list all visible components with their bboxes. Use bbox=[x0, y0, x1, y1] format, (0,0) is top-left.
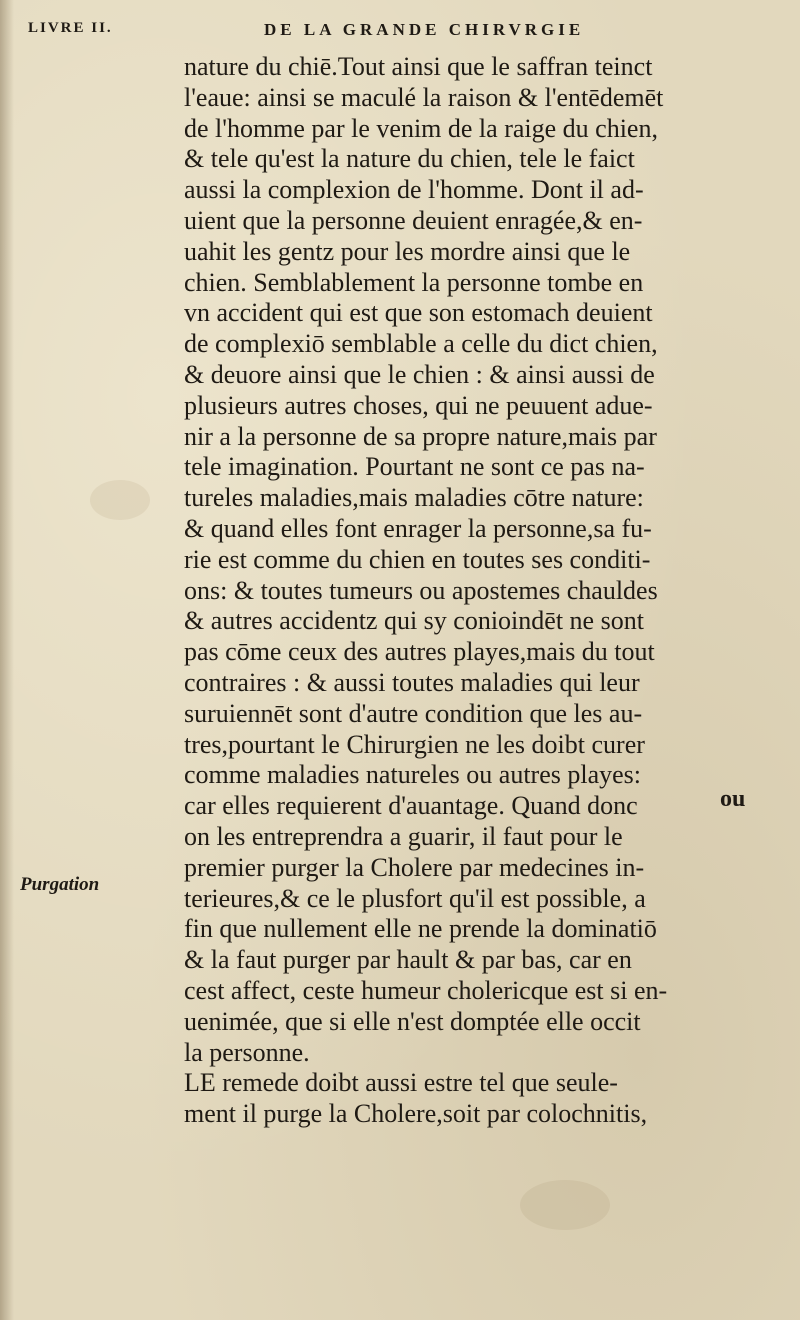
text-line: la personne. bbox=[184, 1037, 310, 1067]
text-line: premier purger la Cholere par medecines in- bbox=[184, 852, 645, 882]
binding-shadow bbox=[0, 0, 14, 1320]
paper-stain bbox=[90, 480, 150, 520]
text-line: on les entreprendra a guarir, il faut pour le bbox=[184, 821, 623, 851]
text-line: terieures,& ce le plusfort qu'il est possible, a bbox=[184, 883, 646, 913]
text-line: & deuore ainsi que le chien : & ainsi aussi de bbox=[184, 359, 655, 389]
running-head bbox=[28, 20, 768, 50]
text-line: cest affect, ceste humeur cholericque est si en- bbox=[184, 975, 668, 1005]
text-line: LE remede doibt aussi estre tel que seule- bbox=[184, 1068, 618, 1098]
text-line: plusieurs autres choses, qui ne peuuent adue- bbox=[184, 390, 653, 420]
text-line: tureles maladies,mais maladies cōtre nature: bbox=[184, 483, 644, 513]
text-line: & quand elles font enrager la personne,sa fu- bbox=[184, 513, 652, 543]
text-line: fin que nullement elle ne prende la dominatiō bbox=[184, 914, 657, 944]
text-line: rie est comme du chien en toutes ses conditi- bbox=[184, 544, 651, 574]
text-line: nature du chiē.Tout ainsi que le saffran teinct bbox=[184, 52, 653, 81]
text-line: l'eaue: ainsi se maculé la raison & l'entēdemēt bbox=[184, 82, 664, 112]
text-line: aussi la complexion de l'homme. Dont il ad- bbox=[184, 175, 644, 205]
text-line: & la faut purger par hault & par bas, car en bbox=[184, 945, 632, 975]
text-line: uenimée, que si elle n'est domptée elle occit bbox=[184, 1006, 641, 1036]
text-line: ons: & toutes tumeurs ou apostemes chauldes bbox=[184, 575, 658, 605]
text-line: de complexiō semblable a celle du dict chien, bbox=[184, 329, 658, 359]
running-head-book-number: LIVRE II. bbox=[28, 20, 113, 36]
catchword: ou bbox=[720, 786, 746, 812]
text-line: & autres accidentz qui sy conioindēt ne sont bbox=[184, 606, 644, 636]
text-line: uient que la personne deuient enragée,& en- bbox=[184, 205, 643, 235]
text-line: pas cōme ceux des autres playes,mais du tout bbox=[184, 637, 655, 667]
text-line: tres,pourtant le Chirurgien ne les doibt curer bbox=[184, 729, 645, 759]
text-line: & tele qu'est la nature du chien, tele le faict bbox=[184, 144, 635, 174]
text-line: tele imagination. Pourtant ne sont ce pas na- bbox=[184, 452, 645, 482]
paper-stain bbox=[520, 1180, 610, 1230]
text-line: de l'homme par le venim de la raige du chien, bbox=[184, 113, 658, 143]
text-line: contraires : & aussi toutes maladies qui leur bbox=[184, 667, 640, 697]
text-line: vn accident qui est que son estomach deuient bbox=[184, 298, 653, 328]
body-text bbox=[184, 52, 774, 1130]
running-head-title: DE LA GRANDE CHIRVRGIE bbox=[264, 20, 585, 39]
text-line: nir a la personne de sa propre nature,mais par bbox=[184, 421, 657, 451]
text-line: suruiennēt sont d'autre condition que les au- bbox=[184, 698, 643, 728]
text-line: chien. Semblablement la personne tombe en bbox=[184, 267, 644, 297]
text-line: uahit les gentz pour les mordre ainsi que le bbox=[184, 236, 631, 266]
text-line: comme maladies natureles ou autres playes: bbox=[184, 760, 642, 790]
margin-note: Purgation bbox=[20, 874, 100, 895]
text-line: ment il purge la Cholere,soit par colochnitis, bbox=[184, 1099, 648, 1129]
text-line: car elles requierent d'auantage. Quand donc bbox=[184, 791, 638, 821]
